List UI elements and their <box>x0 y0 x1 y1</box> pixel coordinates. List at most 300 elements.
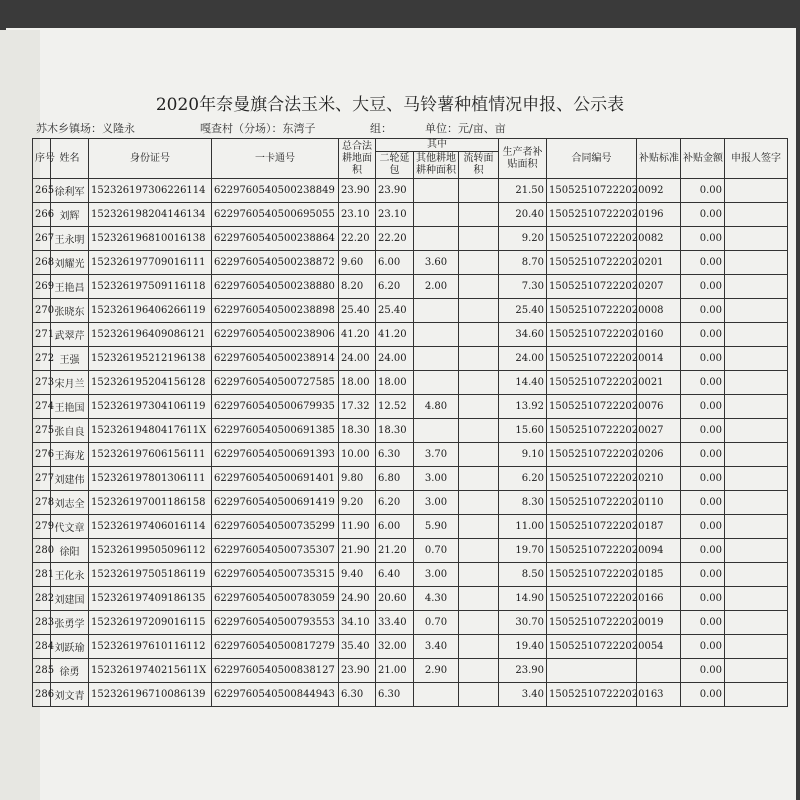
cell-producer: 8.50 <box>499 563 547 587</box>
cell-other <box>414 203 459 227</box>
cell-total: 41.20 <box>339 323 376 347</box>
cell-id: 152326198204146134 <box>89 203 212 227</box>
cell-seq: 275 <box>33 419 51 443</box>
table-row <box>33 275 788 299</box>
cell-id: 152326197509116118 <box>89 275 212 299</box>
cell-other: 3.00 <box>414 563 459 587</box>
cell-amount: 0.00 <box>681 347 725 371</box>
table-row <box>33 203 788 227</box>
cell-transfer <box>459 323 499 347</box>
cell-other: 2.90 <box>414 659 459 683</box>
table-row <box>33 491 788 515</box>
town-label: 苏木乡镇场：义隆永 <box>36 122 135 135</box>
cell-total: 6.30 <box>339 683 376 707</box>
cell-id: 152326197306226114 <box>89 179 212 203</box>
cell-round2: 21.20 <box>376 539 414 563</box>
cell-producer: 19.40 <box>499 635 547 659</box>
cell-other: 4.30 <box>414 587 459 611</box>
cell-contract: 150525107222020082 <box>547 227 637 251</box>
cell-producer: 9.10 <box>499 443 547 467</box>
cell-contract: 150525107222020054 <box>547 635 637 659</box>
cell-producer: 13.92 <box>499 395 547 419</box>
cell-producer: 20.40 <box>499 203 547 227</box>
cell-producer: 3.40 <box>499 683 547 707</box>
cell-other <box>414 347 459 371</box>
cell-amount: 0.00 <box>681 659 725 683</box>
cell-round2: 6.40 <box>376 563 414 587</box>
cell-total: 17.32 <box>339 395 376 419</box>
cell-round2: 25.40 <box>376 299 414 323</box>
cell-total: 35.40 <box>339 635 376 659</box>
cell-round2: 41.20 <box>376 323 414 347</box>
cell-total: 23.90 <box>339 179 376 203</box>
cell-other: 3.60 <box>414 251 459 275</box>
cell-name: 宋月兰 <box>51 371 89 395</box>
cell-sign <box>725 347 788 371</box>
cell-amount: 0.00 <box>681 587 725 611</box>
cell-seq: 280 <box>33 539 51 563</box>
cell-contract: 150525107222020008 <box>547 299 637 323</box>
header-contract: 合同编号 <box>547 139 637 179</box>
cell-contract: 150525107222020014 <box>547 347 637 371</box>
document-title: 2020年奈曼旗合法玉米、大豆、马铃薯种植情况申报、公示表 <box>155 95 625 115</box>
cell-round2: 6.30 <box>376 683 414 707</box>
cell-id: 152326197001186158 <box>89 491 212 515</box>
cell-transfer <box>459 179 499 203</box>
cell-other <box>414 323 459 347</box>
cell-sign <box>725 371 788 395</box>
cell-total: 18.30 <box>339 419 376 443</box>
cell-amount: 0.00 <box>681 635 725 659</box>
header-rate: 补贴标准 <box>637 139 681 179</box>
cell-producer: 8.70 <box>499 251 547 275</box>
cell-producer: 9.20 <box>499 227 547 251</box>
table-row <box>33 563 788 587</box>
cell-card: 6229760540500844943 <box>212 683 339 707</box>
cell-producer: 25.40 <box>499 299 547 323</box>
cell-id: 152326197304106119 <box>89 395 212 419</box>
cell-contract: 150525107222020076 <box>547 395 637 419</box>
cell-card: 6229760540500793553 <box>212 611 339 635</box>
cell-name: 张自良 <box>51 419 89 443</box>
cell-name: 王永明 <box>51 227 89 251</box>
cell-round2: 6.20 <box>376 275 414 299</box>
cell-producer: 21.50 <box>499 179 547 203</box>
cell-transfer <box>459 491 499 515</box>
cell-transfer <box>459 299 499 323</box>
table-row <box>33 611 788 635</box>
cell-id: 152326196409086121 <box>89 323 212 347</box>
table-row <box>33 683 788 707</box>
cell-other <box>414 299 459 323</box>
table-row <box>33 635 788 659</box>
cell-sign <box>725 491 788 515</box>
cell-card: 6229760540500238864 <box>212 227 339 251</box>
cell-contract: 150525107222020163 <box>547 683 637 707</box>
cell-transfer <box>459 371 499 395</box>
cell-contract: 150525107222020185 <box>547 563 637 587</box>
cell-seq: 274 <box>33 395 51 419</box>
cell-amount: 0.00 <box>681 467 725 491</box>
cell-id: 15232619740215611X <box>89 659 212 683</box>
cell-total: 11.90 <box>339 515 376 539</box>
cell-total: 23.90 <box>339 659 376 683</box>
cell-other: 3.00 <box>414 467 459 491</box>
cell-card: 6229760540500735307 <box>212 539 339 563</box>
cell-sign <box>725 563 788 587</box>
cell-sign <box>725 323 788 347</box>
cell-total: 34.10 <box>339 611 376 635</box>
cell-sign <box>725 275 788 299</box>
cell-seq: 286 <box>33 683 51 707</box>
cell-amount: 0.00 <box>681 419 725 443</box>
cell-card: 6229760540500238914 <box>212 347 339 371</box>
cell-seq: 270 <box>33 299 51 323</box>
cell-producer: 34.60 <box>499 323 547 347</box>
cell-round2: 6.80 <box>376 467 414 491</box>
cell-sign <box>725 467 788 491</box>
cell-other <box>414 227 459 251</box>
cell-other: 4.80 <box>414 395 459 419</box>
cell-id: 152326197709016111 <box>89 251 212 275</box>
table-row <box>33 419 788 443</box>
header-transfer: 流转面积 <box>459 152 499 179</box>
cell-transfer <box>459 563 499 587</box>
cell-name: 徐利军 <box>51 179 89 203</box>
cell-id: 152326196810016138 <box>89 227 212 251</box>
cell-name: 王海龙 <box>51 443 89 467</box>
cell-contract: 150525107222020187 <box>547 515 637 539</box>
cell-amount: 0.00 <box>681 563 725 587</box>
cell-sign <box>725 611 788 635</box>
cell-contract: 150525107222020196 <box>547 203 637 227</box>
cell-name: 王艳国 <box>51 395 89 419</box>
cell-seq: 277 <box>33 467 51 491</box>
cell-producer: 14.90 <box>499 587 547 611</box>
cell-card: 6229760540500695055 <box>212 203 339 227</box>
cell-card: 6229760540500238880 <box>212 275 339 299</box>
cell-seq: 269 <box>33 275 51 299</box>
cell-amount: 0.00 <box>681 227 725 251</box>
table-row <box>33 587 788 611</box>
cell-card: 6229760540500735315 <box>212 563 339 587</box>
cell-producer: 14.40 <box>499 371 547 395</box>
cell-total: 18.00 <box>339 371 376 395</box>
cell-card: 6229760540500727585 <box>212 371 339 395</box>
cell-other <box>414 683 459 707</box>
cell-id: 152326197505186119 <box>89 563 212 587</box>
cell-transfer <box>459 275 499 299</box>
cell-round2: 6.20 <box>376 491 414 515</box>
village-label: 嘎查村（分场）：东湾子 <box>200 122 316 135</box>
cell-name: 刘文青 <box>51 683 89 707</box>
cell-sign <box>725 179 788 203</box>
header-round2: 二轮延包 <box>376 152 414 179</box>
cell-id: 152326197406016114 <box>89 515 212 539</box>
cell-id: 152326197209016115 <box>89 611 212 635</box>
header-card: 一卡通号 <box>212 139 339 179</box>
cell-sign <box>725 299 788 323</box>
cell-other <box>414 419 459 443</box>
cell-other: 5.90 <box>414 515 459 539</box>
cell-other: 3.00 <box>414 491 459 515</box>
cell-contract <box>547 659 637 683</box>
cell-sign <box>725 539 788 563</box>
header-name: 姓名 <box>51 139 89 179</box>
cell-round2: 22.20 <box>376 227 414 251</box>
cell-card: 6229760540500735299 <box>212 515 339 539</box>
cell-seq: 266 <box>33 203 51 227</box>
subsidy-table <box>32 138 788 707</box>
cell-sign <box>725 395 788 419</box>
cell-seq: 271 <box>33 323 51 347</box>
cell-round2: 32.00 <box>376 635 414 659</box>
cell-transfer <box>459 203 499 227</box>
table-row <box>33 659 788 683</box>
header-sign: 申报人签字 <box>725 139 788 179</box>
table-row <box>33 515 788 539</box>
cell-name: 徐勇 <box>51 659 89 683</box>
cell-transfer <box>459 227 499 251</box>
table-row <box>33 323 788 347</box>
cell-contract: 150525107222020210 <box>547 467 637 491</box>
table-row <box>33 467 788 491</box>
header-producer-area: 生产者补贴面积 <box>499 139 547 179</box>
cell-total: 21.90 <box>339 539 376 563</box>
cell-round2: 20.60 <box>376 587 414 611</box>
cell-transfer <box>459 251 499 275</box>
cell-sign <box>725 203 788 227</box>
cell-contract: 150525107222020201 <box>547 251 637 275</box>
cell-seq: 284 <box>33 635 51 659</box>
cell-producer: 7.30 <box>499 275 547 299</box>
cell-total: 9.40 <box>339 563 376 587</box>
cell-transfer <box>459 515 499 539</box>
cell-total: 24.90 <box>339 587 376 611</box>
cell-transfer <box>459 347 499 371</box>
cell-card: 6229760540500691385 <box>212 419 339 443</box>
table-row <box>33 299 788 323</box>
cell-card: 6229760540500691393 <box>212 443 339 467</box>
cell-sign <box>725 659 788 683</box>
cell-round2: 24.00 <box>376 347 414 371</box>
cell-round2: 23.10 <box>376 203 414 227</box>
cell-seq: 273 <box>33 371 51 395</box>
cell-id: 152326199505096112 <box>89 539 212 563</box>
header-of-which: 其中 <box>376 139 499 152</box>
cell-producer: 6.20 <box>499 467 547 491</box>
cell-card: 6229760540500238906 <box>212 323 339 347</box>
cell-contract: 150525107222020110 <box>547 491 637 515</box>
cell-total: 10.00 <box>339 443 376 467</box>
cell-name: 张勇学 <box>51 611 89 635</box>
cell-amount: 0.00 <box>681 611 725 635</box>
cell-name: 刘辉 <box>51 203 89 227</box>
header-id: 身份证号 <box>89 139 212 179</box>
cell-sign <box>725 635 788 659</box>
cell-round2: 12.52 <box>376 395 414 419</box>
cell-sign <box>725 587 788 611</box>
cell-id: 152326197606156111 <box>89 443 212 467</box>
cell-round2: 21.00 <box>376 659 414 683</box>
cell-other: 3.70 <box>414 443 459 467</box>
cell-producer: 19.70 <box>499 539 547 563</box>
cell-amount: 0.00 <box>681 491 725 515</box>
cell-round2: 6.30 <box>376 443 414 467</box>
cell-transfer <box>459 395 499 419</box>
cell-name: 王艳昌 <box>51 275 89 299</box>
cell-total: 9.80 <box>339 467 376 491</box>
cell-seq: 278 <box>33 491 51 515</box>
cell-card: 6229760540500238898 <box>212 299 339 323</box>
cell-round2: 33.40 <box>376 611 414 635</box>
cell-total: 25.40 <box>339 299 376 323</box>
cell-name: 王化永 <box>51 563 89 587</box>
cell-round2: 18.30 <box>376 419 414 443</box>
cell-other: 0.70 <box>414 539 459 563</box>
cell-id: 152326196406266119 <box>89 299 212 323</box>
cell-transfer <box>459 539 499 563</box>
cell-seq: 272 <box>33 347 51 371</box>
cell-contract: 150525107222020166 <box>547 587 637 611</box>
cell-id: 152326197801306111 <box>89 467 212 491</box>
table-row <box>33 227 788 251</box>
cell-transfer <box>459 443 499 467</box>
table-row <box>33 251 788 275</box>
cell-card: 622976054050023884​9 <box>212 179 339 203</box>
table-row <box>33 539 788 563</box>
cell-card: 6229760540500691401 <box>212 467 339 491</box>
cell-sign <box>725 683 788 707</box>
cell-card: 6229760540500783059 <box>212 587 339 611</box>
cell-name: 代文章 <box>51 515 89 539</box>
cell-seq: 282 <box>33 587 51 611</box>
cell-round2: 23.90 <box>376 179 414 203</box>
cell-transfer <box>459 611 499 635</box>
cell-sign <box>725 515 788 539</box>
cell-name: 刘建国 <box>51 587 89 611</box>
cell-seq: 279 <box>33 515 51 539</box>
header-total-area: 总合法耕地面积 <box>339 139 376 179</box>
cell-id: 152326197610116112 <box>89 635 212 659</box>
cell-name: 刘志全 <box>51 491 89 515</box>
table-row <box>33 179 788 203</box>
cell-transfer <box>459 683 499 707</box>
cell-sign <box>725 419 788 443</box>
cell-seq: 268 <box>33 251 51 275</box>
cell-id: 152326195204156128 <box>89 371 212 395</box>
cell-contract: 150525107222020027 <box>547 419 637 443</box>
cell-contract: 150525107222020207 <box>547 275 637 299</box>
cell-name: 刘建伟 <box>51 467 89 491</box>
cell-seq: 265 <box>33 179 51 203</box>
cell-seq: 285 <box>33 659 51 683</box>
cell-round2: 18.00 <box>376 371 414 395</box>
cell-name: 刘耀光 <box>51 251 89 275</box>
cell-name: 王强 <box>51 347 89 371</box>
cell-producer: 11.00 <box>499 515 547 539</box>
cell-producer: 8.30 <box>499 491 547 515</box>
cell-other: 3.40 <box>414 635 459 659</box>
cell-total: 9.60 <box>339 251 376 275</box>
cell-producer: 15.60 <box>499 419 547 443</box>
header-seq: 序号 <box>33 139 51 179</box>
cell-card: 6229760540500817279 <box>212 635 339 659</box>
cell-transfer <box>459 587 499 611</box>
cell-total: 22.20 <box>339 227 376 251</box>
cell-seq: 283 <box>33 611 51 635</box>
cell-contract: 150525107222020092 <box>547 179 637 203</box>
cell-amount: 0.00 <box>681 323 725 347</box>
cell-contract: 150525107222020021 <box>547 371 637 395</box>
cell-id: 152326196710086139 <box>89 683 212 707</box>
cell-contract: 150525107222020160 <box>547 323 637 347</box>
cell-amount: 0.00 <box>681 203 725 227</box>
cell-id: 152326197409186135 <box>89 587 212 611</box>
group-label: 组： <box>370 122 392 135</box>
table-row <box>33 347 788 371</box>
table-row <box>33 443 788 467</box>
cell-name: 张晓东 <box>51 299 89 323</box>
cell-contract: 150525107222020019 <box>547 611 637 635</box>
header-amount: 补贴金额 <box>681 139 725 179</box>
cell-seq: 281 <box>33 563 51 587</box>
cell-sign <box>725 227 788 251</box>
cell-seq: 267 <box>33 227 51 251</box>
cell-name: 徐阳 <box>51 539 89 563</box>
cell-transfer <box>459 659 499 683</box>
cell-round2: 6.00 <box>376 515 414 539</box>
cell-amount: 0.00 <box>681 395 725 419</box>
cell-other <box>414 179 459 203</box>
table-row <box>33 395 788 419</box>
cell-id: 152326195212196138 <box>89 347 212 371</box>
cell-contract: 150525107222020094 <box>547 539 637 563</box>
cell-producer: 24.00 <box>499 347 547 371</box>
cell-name: 刘跃瑜 <box>51 635 89 659</box>
cell-producer: 23.90 <box>499 659 547 683</box>
cell-transfer <box>459 635 499 659</box>
cell-card: 6229760540500238872 <box>212 251 339 275</box>
cell-transfer <box>459 467 499 491</box>
cell-amount: 0.00 <box>681 683 725 707</box>
cell-other <box>414 371 459 395</box>
cell-amount: 0.00 <box>681 539 725 563</box>
unit-label: 单位：元/亩、亩 <box>425 122 506 135</box>
cell-amount: 0.00 <box>681 179 725 203</box>
header-other-land: 其他耕地耕种面积 <box>414 152 459 179</box>
cell-contract: 150525107222020206 <box>547 443 637 467</box>
cell-sign <box>725 443 788 467</box>
cell-seq: 276 <box>33 443 51 467</box>
cell-sign <box>725 251 788 275</box>
cell-amount: 0.00 <box>681 515 725 539</box>
cell-amount: 0.00 <box>681 275 725 299</box>
cell-transfer <box>459 419 499 443</box>
cell-amount: 0.00 <box>681 443 725 467</box>
cell-total: 23.10 <box>339 203 376 227</box>
cell-total: 8.20 <box>339 275 376 299</box>
cell-amount: 0.00 <box>681 299 725 323</box>
cell-other: 2.00 <box>414 275 459 299</box>
cell-other: 0.70 <box>414 611 459 635</box>
cell-name: 武翠芹 <box>51 323 89 347</box>
cell-amount: 0.00 <box>681 251 725 275</box>
cell-amount: 0.00 <box>681 371 725 395</box>
cell-rate <box>637 659 681 683</box>
cell-card: 6229760540500691419 <box>212 491 339 515</box>
cell-total: 9.20 <box>339 491 376 515</box>
